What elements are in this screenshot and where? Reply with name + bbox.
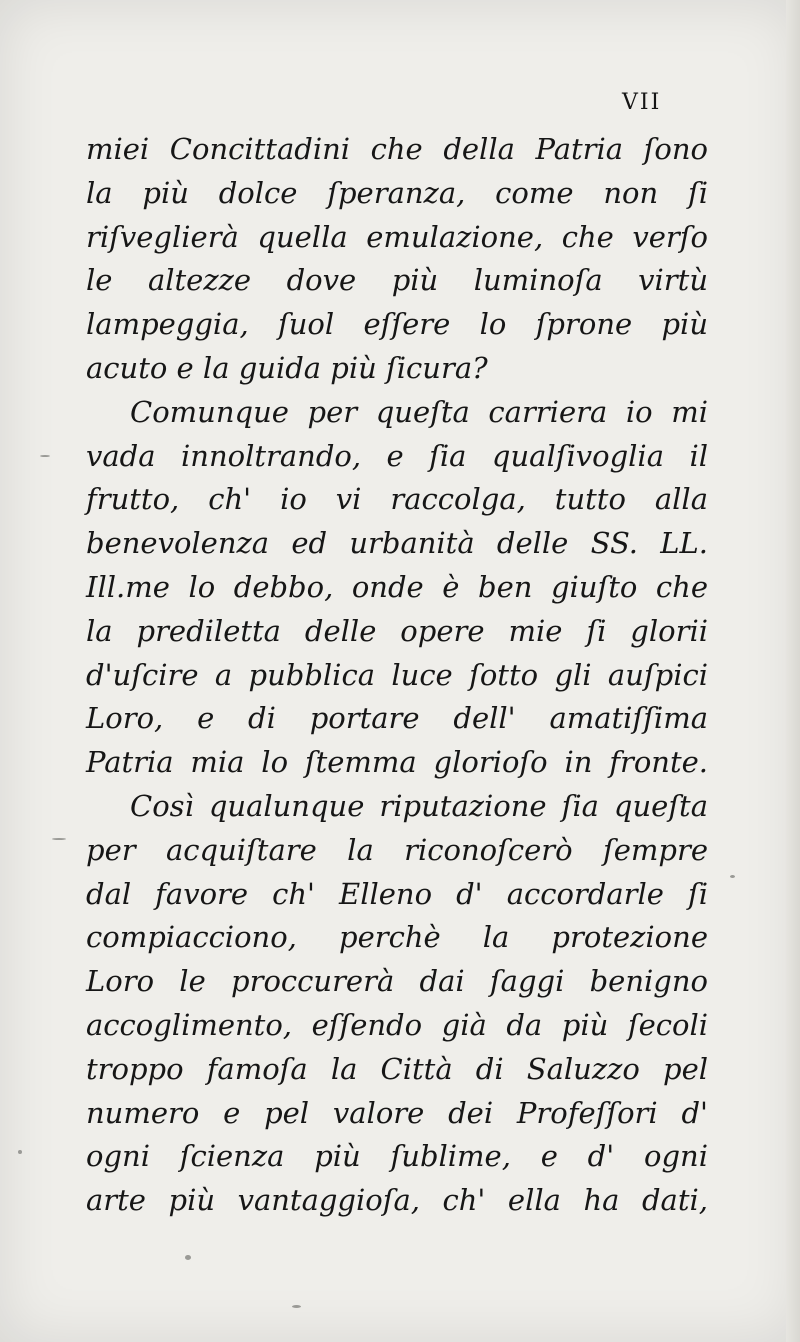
text-line: acuto e la guida più ſicura? <box>86 350 488 385</box>
text-line: Patria mia lo ſtemma glorioſo in fronte. <box>86 745 708 780</box>
text-line: accoglimento, eſſendo già da più ſecoli <box>86 1007 708 1042</box>
paper-speck <box>730 875 735 878</box>
body-text <box>86 128 708 1223</box>
text-line: frutto, ch' io vi raccolga, tutto alla <box>86 482 708 517</box>
text-line: d'uſcire a pubblica luce ſotto gli auſpici <box>86 657 708 692</box>
text-line: arte più vantaggioſa, ch' ella ha dati, <box>86 1183 708 1218</box>
text-line: Così qualunque riputazione ſia queſta <box>130 788 708 823</box>
text-line: per acquiſtare la riconoſcerò ſempre <box>86 832 708 867</box>
page-number: VII <box>622 90 662 115</box>
paper-speck <box>52 838 66 840</box>
text-line: Ill.me lo debbo, onde è ben giuſto che <box>86 569 708 604</box>
text-line: miei Concittadini che della Patria ſono <box>86 132 708 166</box>
paper-speck <box>292 1305 301 1308</box>
text-line: vada innoltrando, e ſia qualſivoglia il <box>86 438 708 473</box>
text-line: Comunque per queſta carriera io mi <box>130 394 708 429</box>
text-line: lampeggia, ſuol eſſere lo ſprone più <box>86 307 708 342</box>
text-line: le altezze dove più luminoſa virtù <box>86 263 708 298</box>
paper-speck <box>40 455 50 457</box>
text-line: dal favore ch' Elleno d' accordarle ſi <box>86 876 708 911</box>
text-line: numero e pel valore dei Profeſſori d' <box>86 1095 708 1130</box>
text-line: la più dolce ſperanza, come non ſi <box>86 175 708 210</box>
text-line: la prediletta delle opere mie ſi glorii <box>86 613 708 648</box>
text-line: Loro le proccurerà dai ſaggi benigno <box>86 964 708 999</box>
paper-speck <box>185 1255 191 1260</box>
paper-speck <box>18 1150 22 1154</box>
text-line: compiacciono, perchè la protezione <box>86 920 708 955</box>
page-edge <box>786 0 800 1342</box>
text-line: ogni ſcienza più ſublime, e d' ogni <box>86 1139 708 1174</box>
text-line: troppo famoſa la Città di Saluzzo pel <box>86 1051 708 1086</box>
text-line: Loro, e di portare dell' amatiſſima <box>86 701 708 736</box>
text-line: riſveglierà quella emulazione, che verſo <box>86 219 708 254</box>
text-line: benevolenza ed urbanità delle SS. LL. <box>86 526 708 561</box>
